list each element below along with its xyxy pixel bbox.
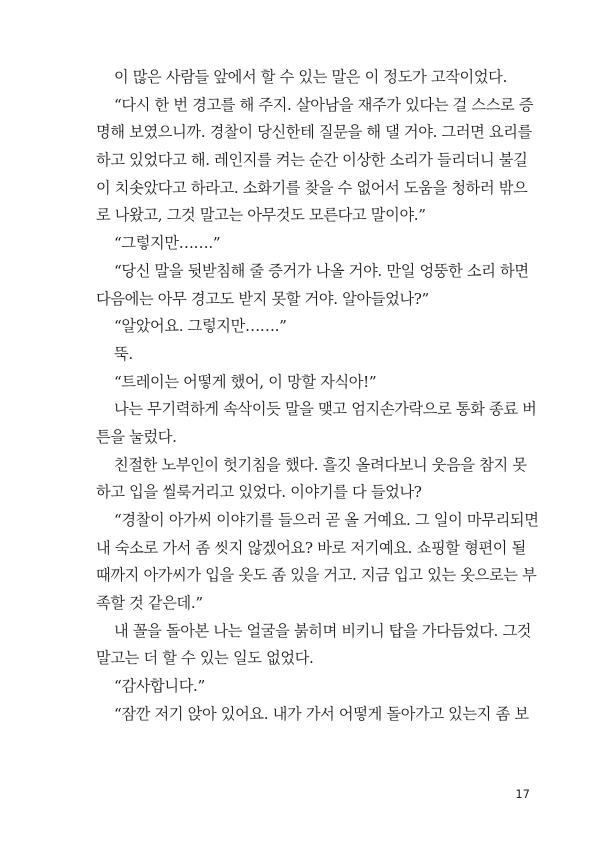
text-line: 이 치솟았다고 하라고. 소화기를 찾을 수 없어서 도움을 청하러 밖으 xyxy=(96,178,528,197)
text-line: “잠깐 저기 앉아 있어요. 내가 가서 어떻게 돌아가고 있는지 좀 보 xyxy=(114,704,529,723)
text-line: 나는 무기력하게 속삭이듯 말을 맺고 엄지손가락으로 통화 종료 버 xyxy=(114,400,537,419)
body-text xyxy=(96,64,539,729)
text-line: 때까지 아가씨가 입을 옷도 좀 있을 거고. 지금 입고 있는 옷으로는 부 xyxy=(96,566,537,585)
text-line: 다음에는 아무 경고도 받지 못할 거야. 알아들었나?” xyxy=(96,289,429,308)
text-line: 친절한 노부인이 헛기침을 했다. 흘깃 올려다보니 웃음을 참지 못 xyxy=(114,455,527,474)
text-line: “트레이는 어떻게 했어, 이 망할 자식아!” xyxy=(114,372,377,391)
text-line: 로 나왔고, 그것 말고는 아무것도 모른다고 말이야.” xyxy=(96,206,426,225)
text-line: “감사합니다.” xyxy=(114,677,205,696)
text-line: 이 많은 사람들 앞에서 할 수 있는 말은 이 정도가 고작이었다. xyxy=(114,68,507,86)
text-line: 내 숙소로 가서 좀 씻지 않겠어요? 바로 저기예요. 쇼핑할 형편이 될 xyxy=(96,538,526,557)
text-line: 말고는 더 할 수 있는 일도 없었다. xyxy=(96,649,314,668)
text-line: “그렇지만…….” xyxy=(114,234,221,253)
text-line: 뚝. xyxy=(114,344,133,363)
text-line: “경찰이 아가씨 이야기를 들으러 곧 올 거예요. 그 일이 마무리되면 xyxy=(114,511,539,529)
text-line: “다시 한 번 경고를 해 주지. 살아남을 재주가 있다는 걸 스스로 증 xyxy=(114,95,534,114)
text-line: 내 꼴을 돌아본 나는 얼굴을 붉히며 비키니 탑을 가다듬었다. 그것 xyxy=(114,621,532,640)
text-line: 명해 보였으니까. 경찰이 당신한테 질문을 해 댈 거야. 그러면 요리를 xyxy=(96,123,532,142)
text-line: 하고 입을 씰룩거리고 있었다. 이야기를 다 들었나? xyxy=(96,483,422,502)
text-line: “당신 말을 뒷받침해 줄 증거가 나올 거야. 만일 엉뚱한 소리 하면 xyxy=(114,261,529,280)
text-line: 하고 있었다고 해. 레인지를 켜는 순간 이상한 소리가 들리더니 불길 xyxy=(96,151,528,170)
page-number: 17 xyxy=(515,787,530,801)
text-line: “알았어요. 그렇지만…….” xyxy=(114,317,287,336)
text-line: 족할 것 같은데.” xyxy=(96,594,203,613)
text-line: 튼을 눌렀다. xyxy=(96,427,177,446)
